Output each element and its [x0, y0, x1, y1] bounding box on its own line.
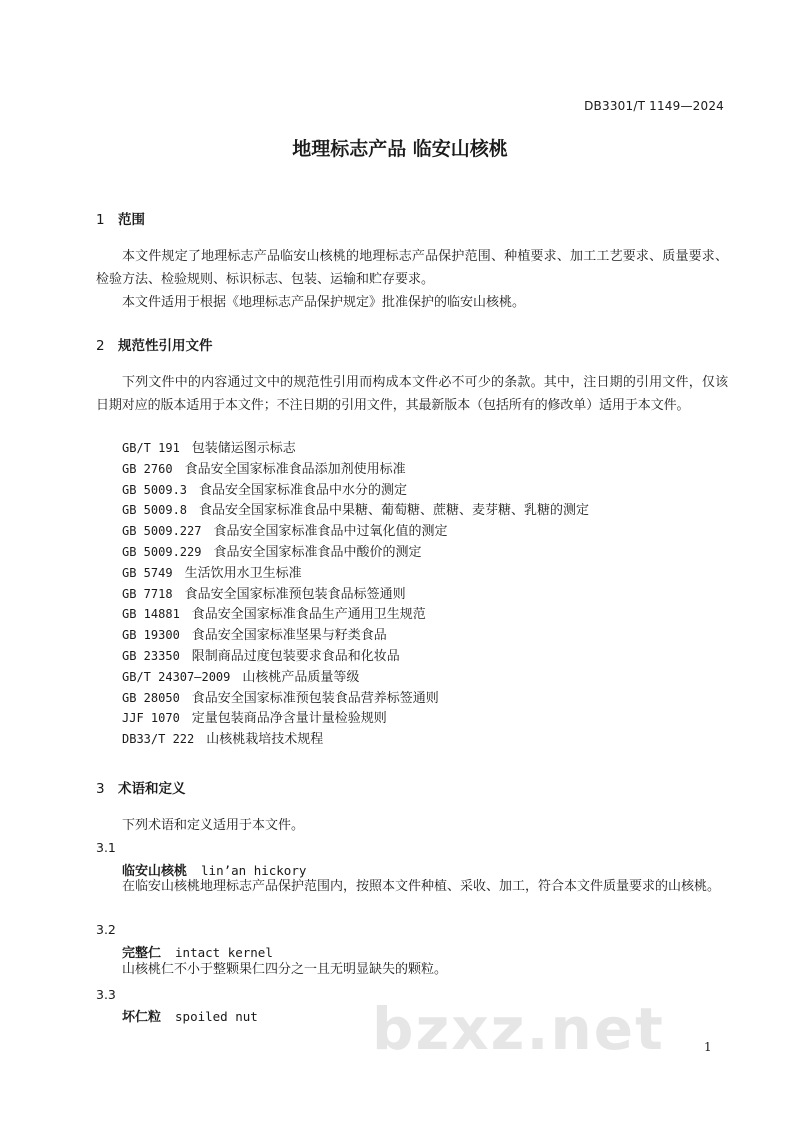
reference-item — [122, 667, 589, 688]
reference-code: DB33/T 222 — [122, 732, 195, 747]
reference-item — [122, 459, 589, 480]
reference-title: 食品安全国家标准食品中过氧化值的测定 — [213, 524, 448, 540]
reference-code: GB 23350 — [122, 648, 180, 663]
reference-title: 定量包装商品净含量计量检验规则 — [191, 711, 387, 727]
page-title: 地理标志产品 临安山核桃 — [292, 138, 508, 160]
reference-code: GB 19300 — [122, 628, 180, 643]
reference-item — [122, 604, 589, 625]
section-number: 2 — [96, 338, 105, 354]
reference-code: GB 5009.3 — [122, 482, 188, 497]
clause-number: 3.2 — [96, 922, 116, 937]
reference-item — [122, 521, 589, 542]
clause-number: 3.1 — [96, 840, 116, 855]
reference-title: 食品安全国家标准食品中酸价的测定 — [213, 544, 422, 560]
reference-title: 生活饮用水卫生标准 — [184, 565, 302, 581]
reference-title: 食品安全国家标准食品生产通用卫生规范 — [191, 607, 426, 623]
reference-code: GB/T 191 — [122, 441, 180, 455]
reference-title: 食品安全国家标准预包装食品标签通则 — [184, 586, 406, 602]
section-number: 1 — [96, 212, 105, 228]
reference-title: 包装储运图示标志 — [191, 441, 296, 456]
term-english: intact kernel — [175, 945, 273, 960]
reference-item — [122, 438, 589, 459]
reference-item — [122, 480, 589, 501]
section-1-paragraph-1: 本文件规定了地理标志产品临安山核桃的地理标志产品保护范围、种植要求、加工工艺要求、质量要求、检验方法、检验规则、标识标志、包装、运输和贮存要求。 — [96, 249, 728, 287]
reference-title: 山核桃栽培技术规程 — [206, 732, 324, 748]
term-english: lin’an hickory — [201, 863, 307, 878]
clause-number: 3.3 — [96, 987, 116, 1002]
reference-item — [122, 688, 589, 709]
reference-code: GB 5009.229 — [122, 544, 202, 559]
reference-item — [122, 542, 589, 563]
reference-title: 食品安全国家标准食品中果糖、葡萄糖、蔗糖、麦芽糖、乳糖的测定 — [199, 503, 590, 519]
reference-title: 食品安全国家标准食品添加剂使用标准 — [184, 461, 406, 477]
term-entry — [122, 1006, 258, 1025]
section-1-paragraph-2: 本文件适用于根据《地理标志产品保护规定》批准保护的临安山核桃。 — [122, 295, 526, 310]
standard-number: DB3301/T 1149—2024 — [584, 99, 724, 113]
reference-title: 限制商品过度包装要求食品和化妆品 — [191, 648, 400, 664]
section-title: 范围 — [118, 212, 145, 228]
section-title: 术语和定义 — [118, 781, 186, 797]
section-number: 3 — [96, 781, 105, 797]
term-definition: 在临安山核桃地理标志产品保护范围内，按照本文件种植、采收、加工，符合本文件质量要求的山核桃。 — [122, 879, 721, 894]
term-definition: 山核桃仁不小于整颗果仁四分之一且无明显缺失的颗粒。 — [122, 962, 448, 977]
reference-item — [122, 646, 589, 667]
reference-code: GB 5749 — [122, 565, 173, 580]
section-3-heading — [96, 777, 186, 797]
term-english: spoiled nut — [175, 1009, 258, 1024]
reference-code: GB/T 24307—2009 — [122, 669, 231, 684]
reference-code: GB 5009.227 — [122, 524, 202, 539]
reference-code: GB 14881 — [122, 607, 180, 622]
reference-item — [122, 563, 589, 584]
reference-title: 山核桃产品质量等级 — [242, 669, 360, 685]
reference-item — [122, 500, 589, 521]
reference-title: 食品安全国家标准预包装食品营养标签通则 — [191, 690, 439, 706]
reference-title: 食品安全国家标准食品中水分的测定 — [199, 482, 408, 498]
term-chinese: 完整仁 — [122, 946, 162, 961]
reference-item — [122, 729, 589, 750]
section-1-heading — [96, 208, 145, 228]
reference-title: 食品安全国家标准坚果与籽类食品 — [191, 628, 387, 644]
reference-code: GB 5009.8 — [122, 503, 188, 518]
reference-item — [122, 584, 589, 605]
watermark: bzxz.net — [372, 995, 665, 1063]
section-title: 规范性引用文件 — [118, 338, 213, 354]
section-3-intro: 下列术语和定义适用于本文件。 — [122, 818, 305, 833]
term-chinese: 临安山核桃 — [122, 864, 188, 879]
section-2-intro: 下列文件中的内容通过文中的规范性引用而构成本文件必不可少的条款。其中，注日期的引用文件，仅该日期对应的版本适用于本文件；不注日期的引用文件，其最新版本（包括所有的修改单）适用于本文件。 — [96, 375, 728, 413]
reference-code: GB 7718 — [122, 586, 173, 601]
reference-code: JJF 1070 — [122, 711, 180, 726]
section-2-heading — [96, 334, 213, 354]
reference-code: GB 28050 — [122, 690, 180, 705]
page-number: 1 — [704, 1040, 712, 1054]
reference-item — [122, 708, 589, 729]
reference-code: GB 2760 — [122, 461, 173, 476]
reference-item — [122, 625, 589, 646]
term-chinese: 坏仁粒 — [122, 1010, 162, 1025]
reference-list — [122, 438, 589, 750]
